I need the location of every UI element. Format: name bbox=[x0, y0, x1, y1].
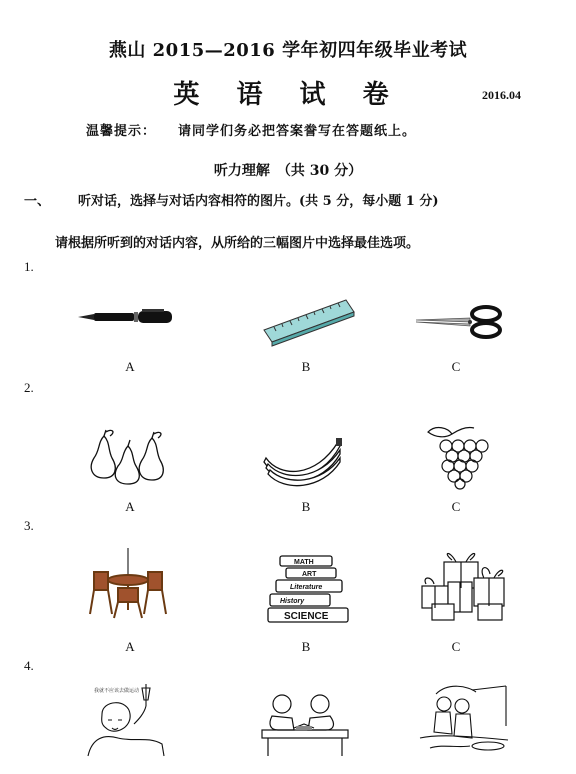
question-number-3: 3. bbox=[24, 518, 34, 533]
exam-subtitle: 英 语 试 卷 bbox=[173, 80, 403, 110]
tip-label: 温馨提示： bbox=[86, 124, 157, 139]
q3-option-b: B bbox=[301, 639, 311, 654]
book-label-literature: Literature bbox=[290, 584, 323, 591]
thought-bubble-text: 我就不应该去做运动 bbox=[94, 688, 140, 694]
bananas-icon bbox=[260, 434, 344, 482]
book-label-history: History bbox=[280, 598, 305, 605]
ruler-icon bbox=[258, 296, 358, 344]
question-number-2: 2. bbox=[24, 380, 34, 395]
q1-option-a: A bbox=[125, 359, 135, 374]
q2-option-c: C bbox=[451, 499, 461, 514]
part-number: 一、 bbox=[24, 194, 51, 209]
sick-child-in-bed-icon bbox=[84, 684, 168, 756]
q3-option-c: C bbox=[451, 639, 461, 654]
section-title: 听力理解 （共 30 分） bbox=[213, 163, 363, 179]
exam-date: 2016.04 bbox=[482, 88, 521, 102]
part-text: 听对话，选择与对话内容相符的图片。(共 5 分，每小题 1 分) bbox=[78, 194, 439, 209]
pears-icon bbox=[86, 428, 170, 484]
book-label-math: MATH bbox=[294, 559, 314, 566]
instruction: 请根据所听到的对话内容，从所给的三幅图片中选择最佳选项。 bbox=[55, 236, 420, 251]
fishing-scene-icon bbox=[418, 682, 510, 758]
students-at-desk-icon bbox=[258, 690, 354, 758]
q2-option-b: B bbox=[301, 499, 311, 514]
q1-option-c: C bbox=[451, 359, 461, 374]
book-label-science: SCIENCE bbox=[284, 611, 329, 622]
q3-option-a: A bbox=[125, 639, 135, 654]
q1-option-b: B bbox=[301, 359, 311, 374]
grapes-icon bbox=[418, 424, 490, 488]
q2-option-a: A bbox=[125, 499, 135, 514]
question-number-1: 1. bbox=[24, 259, 34, 274]
fountain-pen-icon bbox=[76, 306, 176, 328]
scissors-icon bbox=[414, 306, 506, 338]
book-label-art: ART bbox=[302, 571, 317, 578]
part-heading bbox=[24, 190, 439, 209]
question-number-4: 4. bbox=[24, 658, 34, 673]
tip-text: 请同学们务必把答案誊写在答题纸上。 bbox=[178, 124, 417, 139]
tip-line bbox=[86, 120, 416, 139]
stack-of-books-icon bbox=[266, 554, 352, 624]
patio-table-chairs-icon bbox=[88, 548, 170, 620]
exam-title: 燕山 2015—2016 学年初四年级毕业考试 bbox=[108, 40, 468, 61]
gift-boxes-icon bbox=[418, 548, 510, 624]
